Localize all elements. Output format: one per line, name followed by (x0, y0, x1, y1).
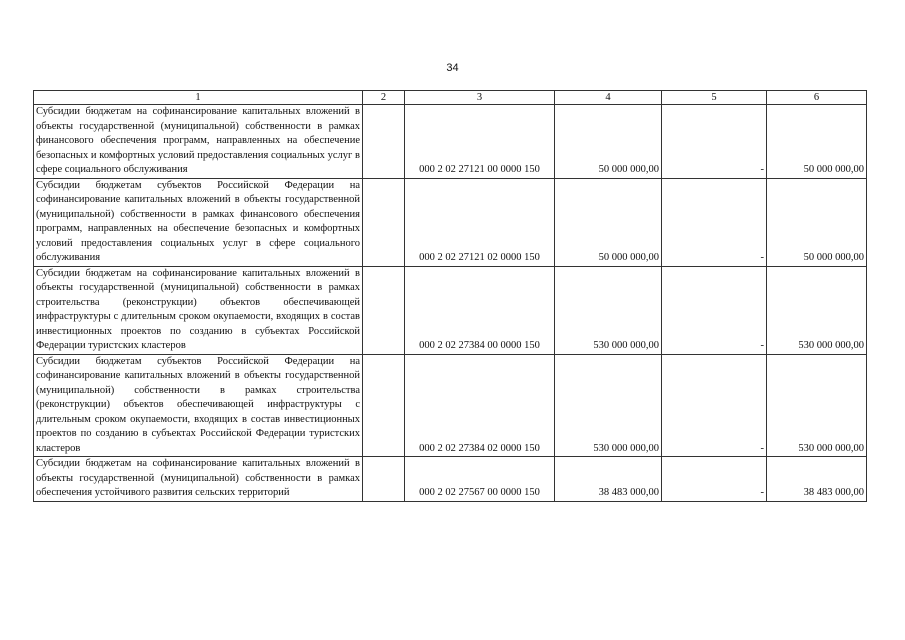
row-budget-code: 000 2 02 27567 00 0000 150 (405, 457, 555, 502)
row-amount-col5: - (662, 457, 767, 502)
row-col2 (363, 457, 405, 502)
row-amount-col6: 530 000 000,00 (767, 266, 867, 354)
table-row (34, 105, 867, 179)
column-header-6: 6 (767, 91, 867, 105)
row-budget-code: 000 2 02 27121 00 0000 150 (405, 105, 555, 179)
table-header-row (34, 91, 867, 105)
column-header-4: 4 (555, 91, 662, 105)
row-amount-col5: - (662, 178, 767, 266)
row-amount-col4: 50 000 000,00 (555, 178, 662, 266)
row-col2 (363, 354, 405, 457)
row-description: Субсидии бюджетам на софинансирование капитальных вложений в объекты государственной (муниципальной) собственности в рамках обеспечения устойчивого развития сельских территорий (34, 457, 363, 502)
column-header-2: 2 (363, 91, 405, 105)
row-description: Субсидии бюджетам на софинансирование капитальных вложений в объекты государственной (муниципальной) собственности в рамках строительства (реконструкции) объектов обеспечивающей инфраструктуры с длительным сроком окупаемости, входящих в состав инвестиционных проектов по созданию в субъектах Российской Федерации туристских кластеров (34, 266, 363, 354)
row-budget-code: 000 2 02 27384 00 0000 150 (405, 266, 555, 354)
row-amount-col5: - (662, 105, 767, 179)
table-row (34, 178, 867, 266)
row-amount-col6: 50 000 000,00 (767, 178, 867, 266)
row-amount-col4: 530 000 000,00 (555, 354, 662, 457)
row-amount-col5: - (662, 354, 767, 457)
row-amount-col4: 50 000 000,00 (555, 105, 662, 179)
row-amount-col4: 38 483 000,00 (555, 457, 662, 502)
row-description: Субсидии бюджетам на софинансирование капитальных вложений в объекты государственной (муниципальной) собственности в рамках финансового обеспечения программ, направленных на обеспечение безопасных и комфортных условий предоставления социальных услуг в сфере социального обслуживания (34, 105, 363, 179)
table-row (34, 354, 867, 457)
row-amount-col6: 50 000 000,00 (767, 105, 867, 179)
row-amount-col6: 530 000 000,00 (767, 354, 867, 457)
row-amount-col4: 530 000 000,00 (555, 266, 662, 354)
row-budget-code: 000 2 02 27121 02 0000 150 (405, 178, 555, 266)
row-budget-code: 000 2 02 27384 02 0000 150 (405, 354, 555, 457)
budget-table (33, 90, 867, 502)
column-header-3: 3 (405, 91, 555, 105)
row-description: Субсидии бюджетам субъектов Российской Федерации на софинансирование капитальных вложений в объекты государственной (муниципальной) собственности в рамках строительства (реконструкции) объектов обеспечивающей инфраструктуры с длительным сроком окупаемости, входящих в состав инвестиционных проектов по созданию в субъектах Российской Федерации туристских кластеров (34, 354, 363, 457)
page-number: 34 (446, 62, 459, 74)
row-description: Субсидии бюджетам субъектов Российской Федерации на софинансирование капитальных вложений в объекты государственной (муниципальной) собственности в рамках финансового обеспечения программ, направленных на обеспечение безопасных и комфортных условий предоставления социальных услуг в сфере социального обслуживания (34, 178, 363, 266)
column-header-1: 1 (34, 91, 363, 105)
row-col2 (363, 266, 405, 354)
table-row (34, 457, 867, 502)
row-col2 (363, 105, 405, 179)
table-row (34, 266, 867, 354)
column-header-5: 5 (662, 91, 767, 105)
row-amount-col6: 38 483 000,00 (767, 457, 867, 502)
row-amount-col5: - (662, 266, 767, 354)
row-col2 (363, 178, 405, 266)
